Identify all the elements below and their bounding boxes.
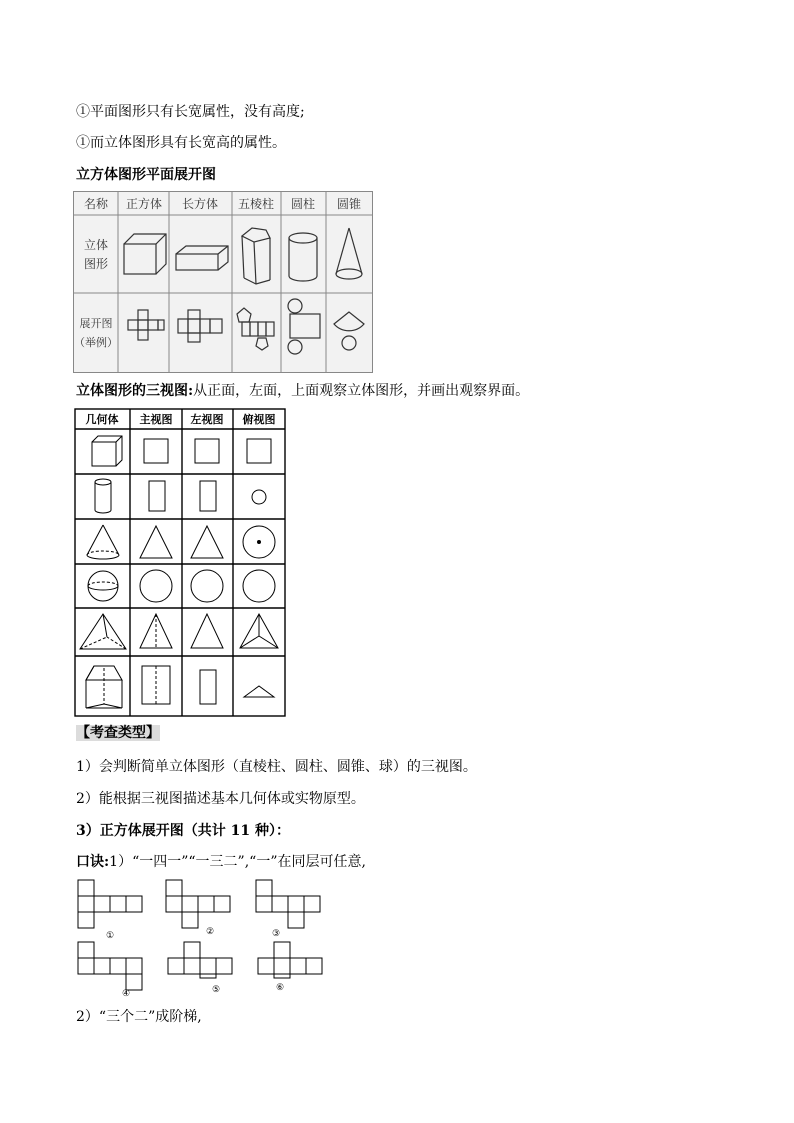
net-header-4: 圆柱 [290, 197, 316, 211]
pentagonal-prism-net-icon [237, 308, 274, 350]
views-heading-rest: 从正面，左面，上面观察立体图形，并画出观察界面。 [193, 383, 530, 399]
views-table [74, 408, 286, 717]
cube-net-6 [258, 942, 322, 978]
cylinder-solid-icon [95, 479, 111, 513]
cube-nets-drawing [74, 876, 334, 998]
circle-view-icon [243, 570, 275, 602]
exam-item-1: 1）会判断简单立体图形（直棱柱、圆柱、圆锥、球）的三视图。 [76, 759, 477, 775]
triangle-with-dashed-line-view-icon [140, 614, 172, 648]
net-table [73, 191, 373, 373]
pentagonal-prism-icon [242, 228, 270, 284]
circle-with-dot-view-icon [243, 526, 275, 558]
rectangle-view-icon [149, 481, 165, 511]
triangle-with-center-view-icon [240, 614, 278, 648]
net-header-1: 正方体 [125, 197, 163, 211]
cone-solid-icon [87, 525, 119, 559]
cone-net-icon [334, 312, 364, 350]
mnemonic-text: 1）“一四一”“一三二”,“一”在同层可任意, [109, 854, 366, 870]
mnemonic-line [76, 853, 366, 871]
exam-item-3: 3）正方体展开图（共计 11 种）： [76, 823, 290, 839]
triangle-view-icon [140, 526, 172, 558]
cube-nets-figure [74, 876, 334, 998]
cube-net-icon [128, 310, 164, 340]
intro-line-1: ①平面图形只有长宽属性，没有高度; [76, 104, 305, 120]
cube-solid-icon [92, 436, 122, 466]
exam-item-2: 2）能根据三视图描述基本几何体或实物原型。 [76, 791, 365, 807]
sphere-solid-icon [88, 571, 118, 601]
circle-view-icon [191, 570, 223, 602]
views-section-heading [76, 382, 529, 400]
net-header-3: 五棱柱 [237, 197, 275, 211]
net-section-heading: 立方体图形平面展开图 [76, 167, 216, 183]
views-header-0: 几何体 [85, 413, 119, 426]
views-header-2: 左视图 [190, 413, 224, 426]
net-header-0: 名称 [83, 197, 109, 211]
cube-solid-icon [124, 234, 166, 274]
cube-net-2 [166, 880, 230, 928]
rectangle-with-dashed-line-view-icon [142, 666, 170, 704]
mnemonic-label: 口诀: [76, 854, 110, 870]
views-heading-bold: 立体图形的三视图: [76, 383, 194, 399]
net-row2-label-b: （举例） [74, 336, 118, 349]
cube-net-5 [168, 942, 232, 978]
square-view-icon [144, 439, 168, 463]
triangle-view-icon [191, 526, 223, 558]
net-label-3: ③ [271, 929, 281, 939]
exam-type-tag-text: 【考查类型】 [76, 725, 160, 741]
triangle-view-icon [191, 614, 223, 648]
net-header-2: 长方体 [181, 197, 219, 211]
net-label-5: ⑤ [211, 985, 221, 995]
rectangle-view-icon [200, 481, 216, 511]
net-label-4: ④ [121, 989, 131, 998]
cuboid-net-icon [178, 310, 222, 342]
rectangle-view-icon [200, 670, 216, 704]
circle-view-icon [252, 490, 266, 504]
net-table-drawing [74, 192, 372, 372]
flat-triangle-view-icon [244, 686, 274, 697]
triangular-prism-solid-icon [86, 666, 122, 708]
cone-solid-icon [336, 228, 362, 279]
cube-net-4 [78, 942, 142, 990]
cuboid-solid-icon [176, 246, 228, 270]
square-view-icon [247, 439, 271, 463]
views-header-3: 俯视图 [242, 413, 276, 426]
views-table-drawing [74, 408, 286, 717]
exam-type-tag [76, 724, 160, 742]
cube-net-3 [256, 880, 320, 928]
net-label-1: ① [105, 931, 115, 941]
exam-item-4: 2）“三个二”成阶梯, [76, 1009, 202, 1025]
cylinder-solid-icon [289, 233, 317, 281]
views-header-1: 主视图 [139, 413, 173, 426]
net-header-5: 圆锥 [336, 197, 362, 211]
cylinder-net-icon [288, 299, 320, 354]
cube-net-1 [78, 880, 142, 928]
intro-line-2: ①而立体图形具有长宽高的属性。 [76, 135, 286, 151]
net-row1-label-b: 图形 [83, 257, 109, 271]
net-row2-label-a: 展开图 [79, 317, 113, 330]
circle-view-icon [140, 570, 172, 602]
net-label-2: ② [205, 927, 215, 937]
square-view-icon [195, 439, 219, 463]
net-row1-label-a: 立体 [83, 238, 109, 252]
net-label-6: ⑥ [275, 983, 285, 993]
pyramid-solid-icon [80, 614, 126, 649]
